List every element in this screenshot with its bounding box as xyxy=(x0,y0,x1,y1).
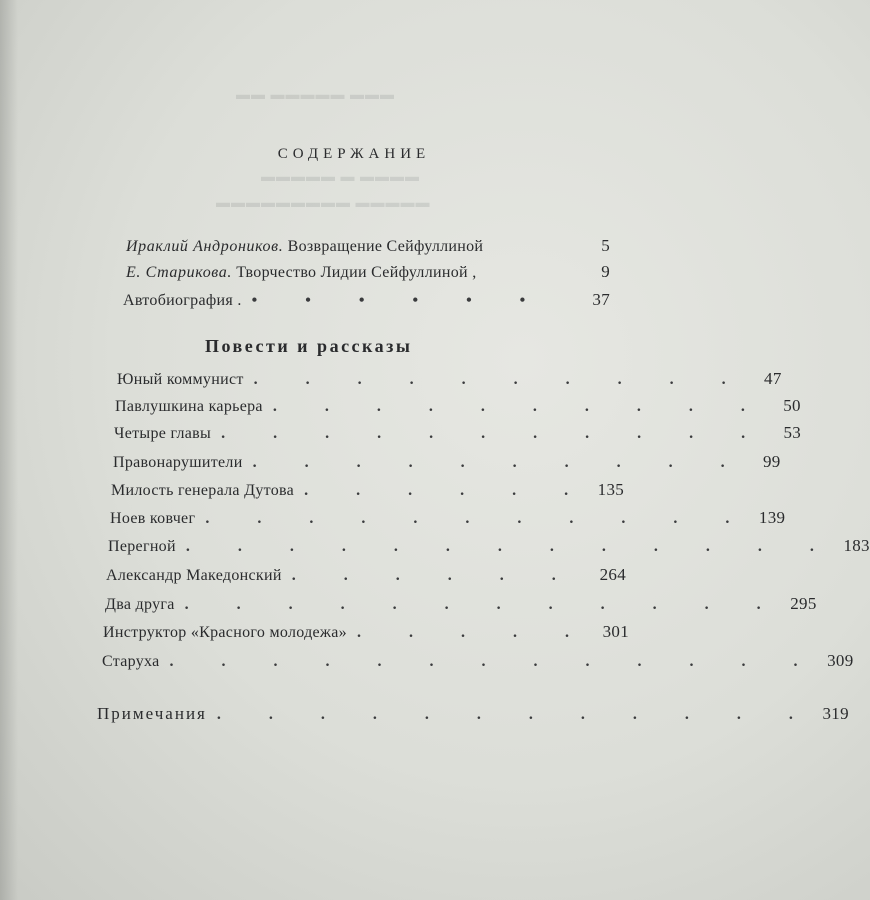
toc-entry-author: Ираклий Андроников. xyxy=(126,238,284,255)
toc-entry-title: Инструктор «Красного молодежа» xyxy=(103,624,347,641)
dot-leader: . . . . . . . . . . xyxy=(253,371,748,388)
toc-entry-title: Александр Македонский xyxy=(106,567,282,584)
dot-leader: • • • • • • xyxy=(251,292,548,309)
page-title: СОДЕРЖАНИЕ xyxy=(277,146,431,162)
bleed-through-text: ▬▬▬▬ ▬ ▬▬▬▬▬ xyxy=(260,170,419,185)
dot-leader: . . . . . xyxy=(356,624,591,641)
toc-entry xyxy=(106,565,626,585)
toc-entry-page: 99 xyxy=(762,452,781,471)
toc-entry-page: 319 xyxy=(822,704,849,723)
toc-entry xyxy=(108,536,870,556)
toc-entry-page: 50 xyxy=(783,396,801,415)
toc-entry-page: 139 xyxy=(758,508,786,527)
toc-entry-title xyxy=(126,238,483,256)
toc-entry-title: Правонарушители xyxy=(113,454,243,471)
toc-entry-title: Старуха xyxy=(102,653,160,670)
toc-entry-title: Два друга xyxy=(105,596,175,613)
toc-entry xyxy=(114,423,802,443)
dot-leader: . . . . . . . . . . xyxy=(252,454,747,471)
toc-entry-page: 309 xyxy=(827,651,854,670)
section-heading: Повести и рассказы xyxy=(205,336,413,356)
toc-entry xyxy=(126,236,610,256)
toc-entry-page: 53 xyxy=(783,423,802,442)
toc-entry xyxy=(113,452,781,472)
toc-entry-title: Автобиография . xyxy=(123,292,242,309)
toc-entry xyxy=(110,508,786,528)
toc-entry-title: Ноев ковчег xyxy=(110,510,196,527)
bleed-through-text: ▬▬▬ ▬▬▬▬▬ ▬▬ xyxy=(235,88,394,103)
toc-entry-page: 301 xyxy=(602,622,629,641)
page-edge-shadow xyxy=(0,0,18,900)
toc-entry xyxy=(105,594,817,614)
dot-leader: . . . . . . . . . . . . . xyxy=(185,538,836,555)
toc-entry xyxy=(102,651,854,671)
dot-leader: . . . . . . . . . . . . . xyxy=(169,653,820,670)
toc-entry-page: 9 xyxy=(601,262,610,281)
toc-entry-page: 47 xyxy=(764,369,782,388)
toc-entry-title-text: Возвращение Сейфуллиной xyxy=(287,238,484,255)
toc-entry xyxy=(115,396,801,416)
dot-leader: . . . . . . . . . . . . xyxy=(184,596,783,613)
toc-entry xyxy=(126,262,610,282)
dot-leader: . . . . . . xyxy=(304,482,591,499)
toc-entry-title: Перегной xyxy=(108,538,176,555)
bleed-through-text: ▬▬▬▬▬ ▬▬▬▬▬▬▬▬▬ xyxy=(215,196,430,211)
toc-entry xyxy=(111,480,625,500)
toc-entry xyxy=(97,704,849,724)
dot-leader: . . . . . . . . . . xyxy=(272,398,767,415)
dot-leader: . . . . . . . . . . . xyxy=(205,510,752,527)
dot-leader: . . . . . . xyxy=(291,567,578,584)
toc-entry-title: Четыре главы xyxy=(114,425,212,442)
toc-entry xyxy=(123,290,610,310)
dot-leader: . . . . . . . . . . . . xyxy=(216,706,815,723)
toc-entry xyxy=(117,369,782,389)
toc-entry-page: 135 xyxy=(597,480,625,499)
toc-entry-author: Е. Старикова. xyxy=(126,264,232,281)
toc-entry-page: 5 xyxy=(601,236,610,255)
toc-entry-page: 37 xyxy=(592,290,610,309)
toc-entry xyxy=(103,622,629,642)
toc-entry-page: 295 xyxy=(790,594,817,613)
toc-entry-page: 264 xyxy=(599,565,626,584)
toc-entry-page: 183 xyxy=(843,536,870,555)
dot-leader: . . . . . . . . . . . xyxy=(221,425,768,442)
toc-entry-title: Милость генерала Дутова xyxy=(111,482,295,499)
toc-entry-title: Примечания xyxy=(97,704,207,723)
toc-entry-title xyxy=(126,264,477,282)
toc-entry-title: Юный коммунист xyxy=(117,371,244,388)
toc-entry-title-text: Творчество Лидии Сейфуллиной , xyxy=(236,264,477,281)
toc-entry-title: Павлушкина карьера xyxy=(115,398,263,415)
